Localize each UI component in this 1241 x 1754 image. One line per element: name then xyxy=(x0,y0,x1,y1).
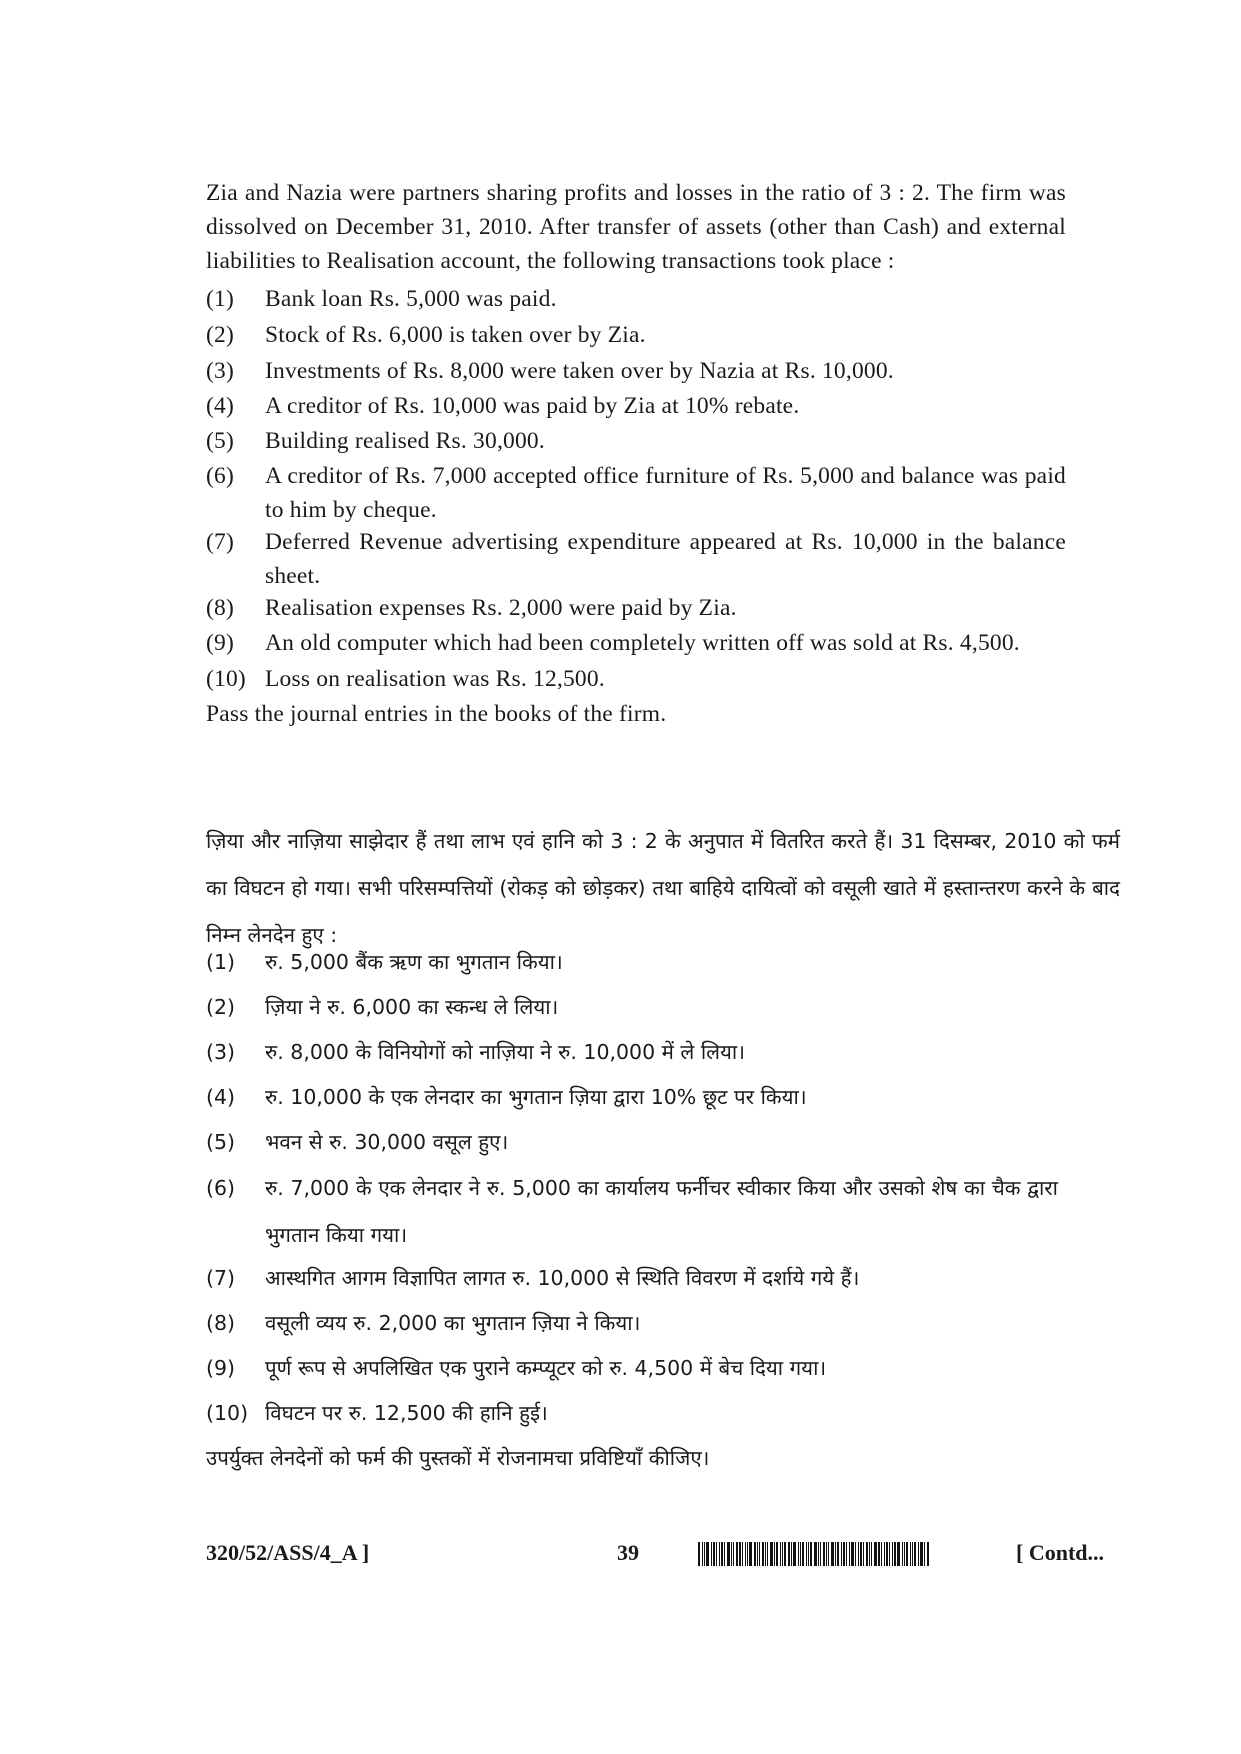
barcode-bar xyxy=(881,1542,882,1566)
item-number: (8) xyxy=(206,595,235,621)
barcode-bar xyxy=(841,1542,842,1566)
page-footer xyxy=(0,1536,1241,1572)
barcode-bar xyxy=(800,1542,801,1566)
barcode-bar xyxy=(713,1542,715,1566)
barcode-bar xyxy=(704,1542,705,1566)
english-item-6 xyxy=(206,459,1066,527)
item-text: रु. 5,000 बैंक ऋण का भुगतान किया। xyxy=(265,950,563,974)
barcode-bar xyxy=(837,1542,839,1566)
barcode-bar xyxy=(759,1542,760,1566)
page-number: 39 xyxy=(617,1540,639,1565)
paper-code: 320/52/ASS/4_A ] xyxy=(206,1540,370,1565)
item-text: भवन से रु. 30,000 वसूल हुए। xyxy=(265,1130,509,1154)
item-number: (1) xyxy=(206,286,235,312)
barcode-bar xyxy=(823,1542,825,1566)
barcode-bar xyxy=(920,1542,923,1566)
hindi-item-6 xyxy=(206,1165,1058,1259)
barcode-bar xyxy=(846,1542,847,1566)
barcode-bar xyxy=(820,1542,821,1566)
item-number: (4) xyxy=(206,393,235,419)
barcode-bar xyxy=(780,1542,781,1566)
barcode-bar xyxy=(889,1542,890,1566)
barcode-bar xyxy=(727,1542,730,1566)
barcode-bar xyxy=(698,1542,700,1566)
barcode-bar xyxy=(906,1542,908,1566)
english-item-5 xyxy=(206,424,1066,458)
barcode-bar xyxy=(745,1542,746,1566)
item-number: (10) xyxy=(206,1401,249,1425)
barcode-bar xyxy=(814,1542,817,1566)
barcode-bar xyxy=(721,1542,723,1566)
barcode-bar xyxy=(869,1542,870,1566)
barcode-bar xyxy=(918,1542,919,1566)
item-number: (2) xyxy=(206,995,236,1019)
barcode-bar xyxy=(711,1542,712,1566)
barcode-bar xyxy=(912,1542,913,1566)
item-text: वसूली व्यय रु. 2,000 का भुगतान ज़िया ने किया। xyxy=(265,1311,641,1335)
barcode-bar xyxy=(858,1542,859,1566)
barcode-bar xyxy=(788,1542,790,1566)
english-item-4 xyxy=(206,389,1066,423)
item-number: (1) xyxy=(206,950,236,974)
barcode-bar xyxy=(770,1542,773,1566)
item-number: (10) xyxy=(206,666,246,692)
item-text: Bank loan Rs. 5,000 was paid. xyxy=(265,286,557,312)
english-item-7 xyxy=(206,525,1066,593)
barcode-bar xyxy=(782,1542,783,1566)
item-number: (9) xyxy=(206,1356,236,1380)
barcode-bar xyxy=(835,1542,836,1566)
barcode-bar xyxy=(793,1542,796,1566)
item-text: Deferred Revenue advertising expenditure appeared at Rs. 10,000 in the balance sheet. xyxy=(265,529,1066,589)
item-number: (6) xyxy=(206,1176,236,1200)
barcode-bar xyxy=(802,1542,804,1566)
barcode-bar xyxy=(818,1542,819,1566)
barcode-bar xyxy=(716,1542,717,1566)
barcode-bar xyxy=(924,1542,925,1566)
barcode-bar xyxy=(754,1542,756,1566)
english-item-10 xyxy=(206,662,1066,696)
hindi-item-5 xyxy=(206,1119,1066,1166)
item-text: रु. 10,000 के एक लेनदार का भुगतान ज़िया द्वारा 10% छूट पर किया। xyxy=(265,1085,807,1109)
barcode-bar xyxy=(874,1542,877,1566)
item-number: (4) xyxy=(206,1085,236,1109)
item-text: Building realised Rs. 30,000. xyxy=(265,428,545,454)
barcode-bar xyxy=(749,1542,752,1566)
barcode-bar xyxy=(739,1542,741,1566)
item-text: पूर्ण रूप से अपलिखित एक पुराने कम्प्यूटर को रु. 4,500 में बेच दिया गया। xyxy=(265,1356,827,1380)
item-text: आस्थगित आगम विज्ञापित लागत रु. 10,000 से स्थिति विवरण में दर्शाये गये हैं। xyxy=(265,1266,860,1290)
barcode-bar xyxy=(733,1542,734,1566)
barcode-bar xyxy=(767,1542,768,1566)
item-text: A creditor of Rs. 7,000 accepted office furniture of Rs. 5,000 and balance was paid to him by cheque. xyxy=(265,463,1066,523)
item-text: Loss on realisation was Rs. 12,500. xyxy=(265,666,605,692)
barcode-bar xyxy=(826,1542,827,1566)
barcode-bar xyxy=(892,1542,893,1566)
english-item-3 xyxy=(206,354,1066,388)
barcode-bar xyxy=(731,1542,732,1566)
barcode-bar xyxy=(798,1542,799,1566)
hindi-item-10 xyxy=(206,1390,1066,1437)
barcode-bar xyxy=(747,1542,748,1566)
barcode-bar xyxy=(774,1542,775,1566)
item-number: (5) xyxy=(206,428,235,454)
barcode-bar xyxy=(910,1542,911,1566)
barcode-bar xyxy=(765,1542,766,1566)
hindi-question-instruction: उपर्युक्त लेनदेनों को फर्म की पुस्तकों में रोजनामचा प्रविष्टियाँ कीजिए। xyxy=(206,1446,710,1470)
english-question-instruction: Pass the journal entries in the books of the firm. xyxy=(206,701,667,727)
item-text: रु. 8,000 के विनियोगों को नाज़िया ने रु. 10,000 में ले लिया। xyxy=(265,1040,746,1064)
continued-label: [ Contd... xyxy=(1016,1540,1105,1565)
english-item-1 xyxy=(206,282,1066,316)
hindi-question-intro: ज़िया और नाज़िया साझेदार हैं तथा लाभ एवं हानि को 3 : 2 के अनुपात में वितरित करते हैं। 31 दिसम्बर, 2010 को फर्म का विघटन हो गया। सभी परिसम्पत्तियों (रोकड़ को छोड़कर) तथा बाहिये दायित्वों को वसूली खाते में हस्तान्तरण करने के बाद निम्न लेनदेन हुए : xyxy=(206,829,1120,947)
barcode-bar xyxy=(927,1542,929,1566)
barcode-bar xyxy=(863,1542,864,1566)
barcode-bar xyxy=(776,1542,778,1566)
barcode-bar xyxy=(851,1542,854,1566)
item-number: (2) xyxy=(206,322,235,348)
english-item-8 xyxy=(206,591,1066,625)
item-text: Investments of Rs. 8,000 were taken over by Nazia at Rs. 10,000. xyxy=(265,358,894,384)
hindi-item-4 xyxy=(206,1074,1066,1121)
item-text: A creditor of Rs. 10,000 was paid by Zia at 10% rebate. xyxy=(265,393,800,419)
barcode-bar xyxy=(757,1542,758,1566)
barcode-bar xyxy=(914,1542,916,1566)
barcode-bar xyxy=(902,1542,903,1566)
item-text: Realisation expenses Rs. 2,000 were paid by Zia. xyxy=(265,595,737,621)
item-number: (7) xyxy=(206,529,235,555)
item-number: (8) xyxy=(206,1311,236,1335)
item-text: An old computer which had been completely written off was sold at Rs. 4,500. xyxy=(265,630,1020,656)
item-number: (9) xyxy=(206,630,235,656)
hindi-item-1 xyxy=(206,939,1066,986)
english-item-2 xyxy=(206,318,1066,352)
item-text: ज़िया ने रु. 6,000 का स्कन्ध ले लिया। xyxy=(265,995,559,1019)
item-number: (7) xyxy=(206,1266,236,1290)
item-text: रु. 7,000 के एक लेनदार ने रु. 5,000 का कार्यालय फर्नीचर स्वीकार किया और उसको शेष का चैक द्वारा भुगतान किया गया। xyxy=(265,1176,1058,1247)
barcode-bar xyxy=(784,1542,786,1566)
barcode-bar xyxy=(855,1542,856,1566)
barcode-bar xyxy=(897,1542,900,1566)
barcode-bar xyxy=(806,1542,807,1566)
barcode-bar xyxy=(828,1542,829,1566)
barcode-bar xyxy=(878,1542,880,1566)
barcode-bar xyxy=(904,1542,905,1566)
item-number: (5) xyxy=(206,1130,236,1154)
barcode-bar xyxy=(894,1542,896,1566)
barcode-bar xyxy=(736,1542,738,1566)
barcode-bar xyxy=(706,1542,709,1566)
barcode-bar xyxy=(810,1542,812,1566)
hindi-item-3 xyxy=(206,1029,1066,1076)
barcode-bar xyxy=(719,1542,720,1566)
barcode-bar xyxy=(808,1542,809,1566)
barcode-bar xyxy=(849,1542,850,1566)
barcode-bar xyxy=(860,1542,862,1566)
item-text: विघटन पर रु. 12,500 की हानि हुई। xyxy=(265,1401,548,1425)
barcode-bar xyxy=(884,1542,885,1566)
barcode-bar xyxy=(886,1542,888,1566)
barcode-bar xyxy=(791,1542,792,1566)
hindi-item-7 xyxy=(206,1255,1066,1302)
english-question-intro: Zia and Nazia were partners sharing profits and losses in the ratio of 3 : 2. The firm was dissolved on December 31, 2010. After transfer of assets (other than Cash) and external liabilities to Realisation account, the following transactions took place : xyxy=(206,180,1066,274)
barcode-bar xyxy=(866,1542,868,1566)
barcode-bar xyxy=(843,1542,845,1566)
english-item-9 xyxy=(206,626,1066,660)
barcode-bar xyxy=(724,1542,725,1566)
hindi-item-2 xyxy=(206,984,1066,1031)
item-number: (3) xyxy=(206,358,235,384)
barcode-bar xyxy=(871,1542,872,1566)
barcode-icon xyxy=(698,1542,998,1566)
item-number: (3) xyxy=(206,1040,236,1064)
item-text: Stock of Rs. 6,000 is taken over by Zia. xyxy=(265,322,646,348)
barcode-bar xyxy=(702,1542,703,1566)
hindi-item-9 xyxy=(206,1345,1066,1392)
barcode-bar xyxy=(831,1542,834,1566)
barcode-bar xyxy=(742,1542,743,1566)
item-number: (6) xyxy=(206,463,235,489)
barcode-bar xyxy=(762,1542,764,1566)
hindi-item-8 xyxy=(206,1300,1066,1347)
